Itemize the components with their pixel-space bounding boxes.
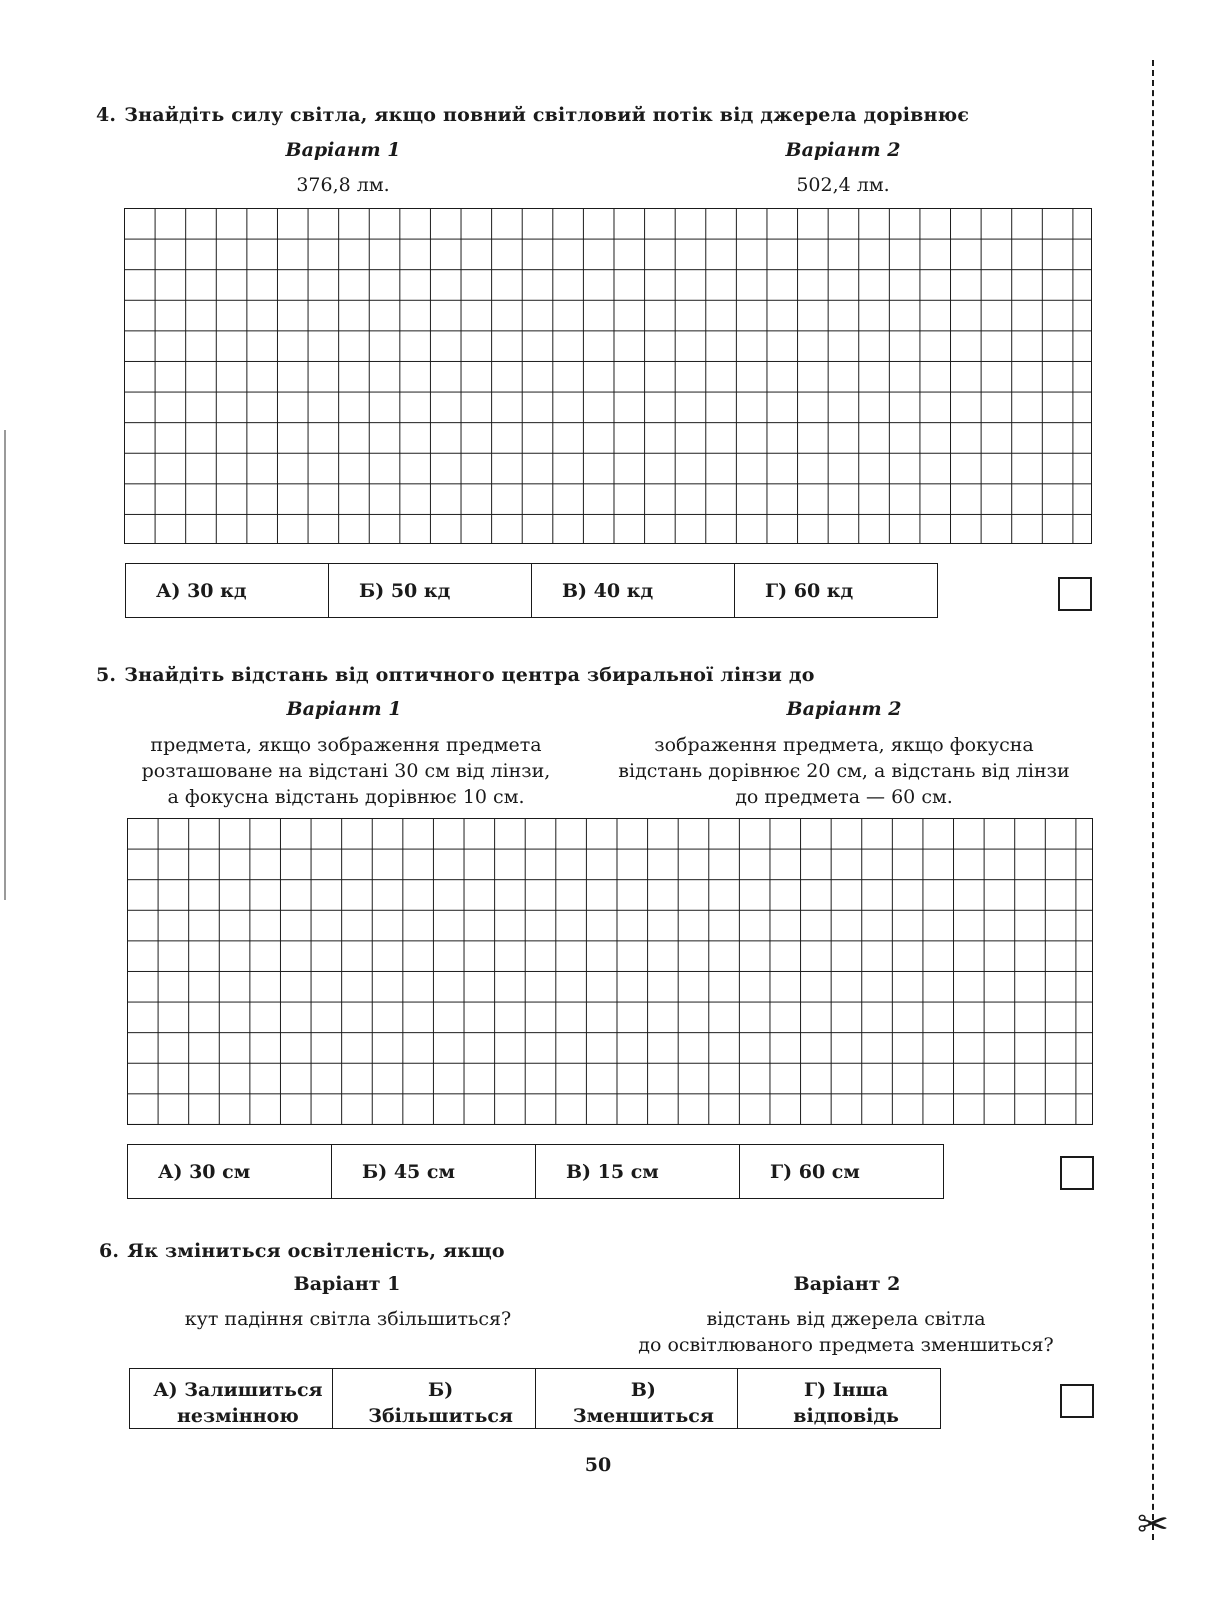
answer-options [127,1144,944,1199]
answer-options [129,1368,941,1429]
option-d[interactable]: Г) 60 см [770,1160,860,1183]
variant-text-line: зображення предмета, якщо фокусна [654,734,1034,756]
answer-checkbox[interactable] [1060,1156,1094,1190]
option-line: відповідь [793,1405,899,1427]
answer-checkbox[interactable] [1058,577,1092,611]
variant-text-line: кут падіння світла збільшиться? [184,1308,512,1330]
question-number: 4. [96,104,117,126]
option-c[interactable]: В) 40 кд [532,564,735,617]
option-c[interactable]: В) 15 см [536,1145,740,1198]
option-d[interactable]: Г) 60 кд [765,579,854,602]
question-6-title [99,1240,505,1262]
variant-text-line: а фокусна відстань дорівнює 10 см. [167,786,525,808]
variant-2-label: Варіант 2 [793,1273,901,1295]
variant-text-line: відстань дорівнює 20 см, а відстань від лінзи [618,760,1070,782]
variant-1-text [296,172,389,198]
answer-checkbox[interactable] [1060,1384,1094,1418]
option-a[interactable] [130,1369,333,1428]
option-line: Б) Збільшиться [368,1379,513,1427]
cut-line [1152,60,1154,1540]
question-4-title [96,104,969,126]
option-line: незмінною [176,1405,299,1427]
question-text: Знайдіть відстань від оптичного центра збиральної лінзи до [124,664,815,686]
option-b[interactable] [333,1369,536,1428]
variant-text-line: 376,8 лм. [296,174,390,196]
scissors-icon: ✂ [1137,1502,1169,1546]
variant-2-label: Варіант 2 [785,139,901,161]
answer-grid[interactable] [124,208,1092,544]
question-5-title [96,664,815,686]
question-number: 5. [96,664,117,686]
answer-options [125,563,938,618]
variant-2-label: Варіант 2 [786,698,902,720]
question-text: Знайдіть силу світла, якщо повний світловий потік від джерела дорівнює [124,104,970,126]
variant-2-text [618,732,1069,810]
question-number: 6. [99,1240,120,1262]
variant-1-label: Варіант 1 [285,139,401,161]
variant-text-line: відстань від джерела світла [706,1308,986,1330]
variant-text-line: розташоване на відстані 30 см від лінзи, [141,760,551,782]
option-b[interactable]: Б) 45 см [332,1145,536,1198]
variant-text-line: до освітлюваного предмета зменшиться? [638,1334,1054,1356]
variant-text-line: предмета, якщо зображення предмета [150,734,542,756]
variant-2-text [796,172,889,198]
variant-1-text [185,1306,511,1332]
variant-1-text [142,732,551,810]
page-number: 50 [584,1454,612,1476]
option-c[interactable] [536,1369,739,1428]
option-a[interactable]: А) 30 кд [126,564,329,617]
option-b[interactable]: Б) 50 кд [329,564,532,617]
question-text: Як зміниться освітленість, якщо [127,1240,505,1262]
scan-margin-line [4,430,6,900]
option-d[interactable] [738,1369,940,1428]
answer-grid[interactable] [127,818,1093,1125]
variant-text-line: 502,4 лм. [796,174,890,196]
variant-2-text [638,1306,1053,1358]
option-line: Г) Інша [804,1379,889,1401]
option-a[interactable]: А) 30 см [128,1145,332,1198]
variant-1-label: Варіант 1 [293,1273,401,1295]
option-line: А) Залишиться [153,1379,323,1401]
variant-1-label: Варіант 1 [286,698,402,720]
variant-text-line: до предмета — 60 см. [735,786,953,808]
option-line: В) Зменшиться [572,1379,714,1427]
